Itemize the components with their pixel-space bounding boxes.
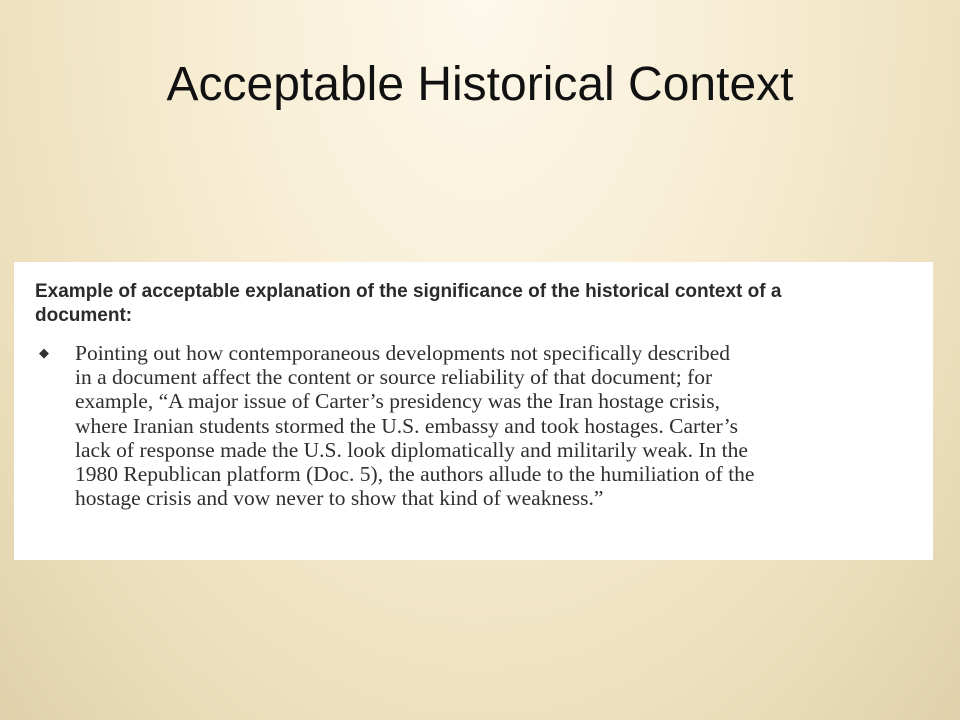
bullet-item [35, 341, 915, 510]
bullet-text-line: lack of response made the U.S. look diplomatically and militarily weak. In the [75, 437, 748, 462]
slide-title: Acceptable Historical Context [166, 58, 794, 111]
bullet-text-line: where Iranian students stormed the U.S. embassy and took hostages. Carter’s [75, 413, 738, 438]
bullet-text-line: example, “A major issue of Carter’s presidency was the Iran hostage crisis, [75, 389, 720, 414]
excerpt-heading [35, 280, 915, 328]
bullet-text-line: 1980 Republican platform (Doc. 5), the authors allude to the humiliation of the [75, 462, 755, 487]
excerpt-heading-line: Example of acceptable explanation of the significance of the historical context of a [35, 281, 782, 302]
bullet-list [35, 341, 915, 510]
bullet-text-line: Pointing out how contemporaneous developments not specifically described [75, 341, 731, 365]
diamond-bullet-icon: ◆ [39, 345, 49, 360]
excerpt-heading-line: document: [35, 305, 133, 326]
document-excerpt [14, 262, 933, 560]
bullet-text-line: hostage crisis and vow never to show that kind of weakness.” [75, 486, 604, 511]
bullet-text-line: in a document affect the content or source reliability of that document; for [75, 365, 713, 390]
